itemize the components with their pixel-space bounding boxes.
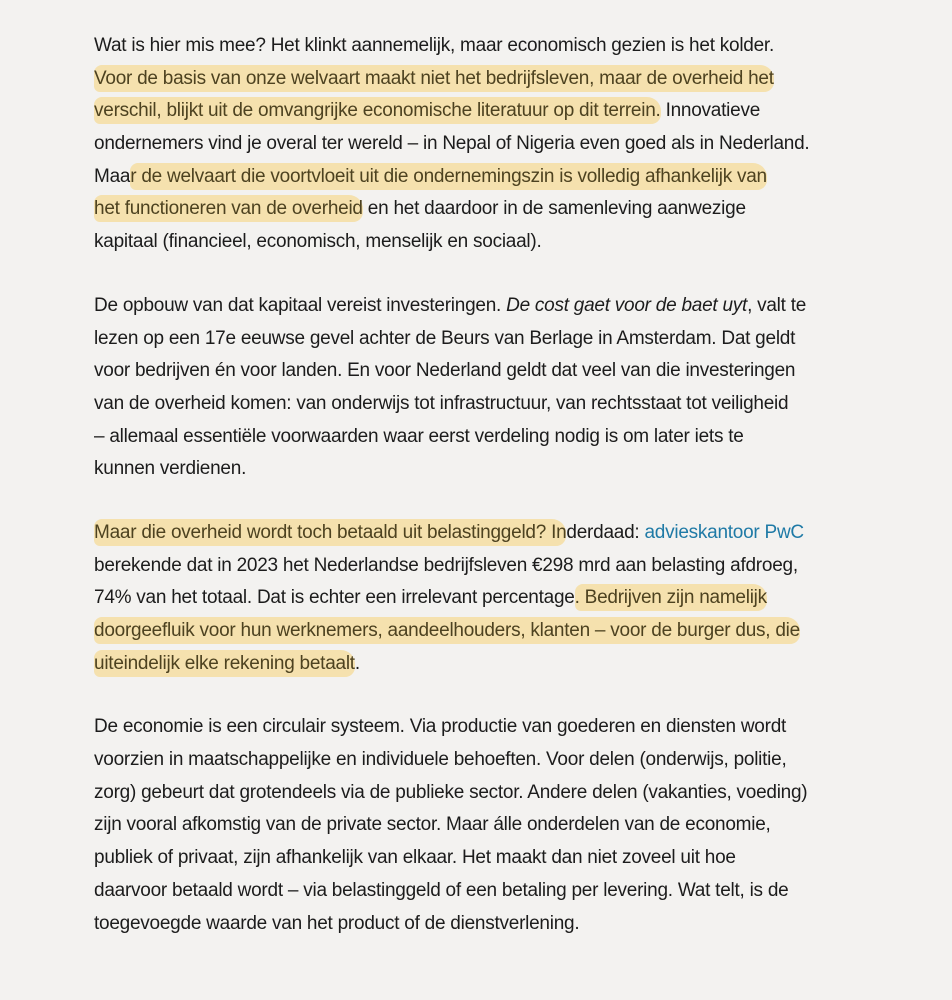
text-line: [94, 711, 894, 744]
text-line: [94, 550, 894, 583]
text-segment: toegevoegde waarde van het product of de dienstverlening.: [94, 912, 580, 934]
text-segment: en het daardoor in de samenleving aanwezige: [362, 198, 746, 220]
text-segment: – allemaal essentiële voorwaarden waar eerst verdeling nodig is om later iets te: [94, 425, 744, 447]
text-line: [94, 908, 894, 941]
text-line: [94, 30, 894, 63]
text-line: [94, 842, 894, 875]
text-segment: derdaad:: [566, 521, 645, 543]
text-segment: Maa: [94, 165, 131, 187]
text-line: [94, 582, 894, 615]
text-line: [94, 193, 894, 226]
article-paragraph: [94, 517, 894, 680]
text-line: [94, 875, 894, 908]
text-line: [94, 388, 894, 421]
text-line: [94, 63, 894, 96]
highlighted-text: Voor de basis van onze welvaart maakt niet het bedrijfsleven, maar de overheid het: [94, 65, 774, 92]
text-line: [94, 128, 894, 161]
text-segment: lezen op een 17e eeuwse gevel achter de Beurs van Berlage in Amsterdam. Dat geldt: [94, 327, 796, 349]
article-paragraph: [94, 711, 894, 940]
text-segment: daarvoor betaald wordt – via belastinggeld of een betaling per levering. Wat telt, is de: [94, 879, 789, 901]
pwc-link[interactable]: advieskantoor PwC: [644, 521, 804, 543]
text-segment: , valt te: [747, 294, 807, 316]
text-line: [94, 323, 894, 356]
text-segment: kapitaal (financieel, economisch, menselijk en sociaal).: [94, 231, 542, 253]
text-segment: zorg) gebeurt dat grotendeels via de publieke sector. Andere delen (vakanties, voeding): [94, 781, 808, 803]
highlighted-text: doorgeefluik voor hun werknemers, aandeelhouders, klanten – voor de burger dus, die: [94, 617, 800, 644]
text-line: [94, 615, 894, 648]
text-line: [94, 95, 894, 128]
text-line: [94, 517, 894, 550]
text-line: [94, 226, 894, 259]
text-segment: Innovatieve: [660, 100, 761, 122]
text-segment: zijn vooral afkomstig van de private sector. Maar álle onderdelen van de economie,: [94, 814, 771, 836]
text-line: [94, 744, 894, 777]
highlighted-text: uiteindelijk elke rekening betaalt: [94, 650, 355, 677]
article-paragraph: [94, 30, 894, 259]
text-segment: kunnen verdienen.: [94, 458, 247, 480]
article-paragraph: [94, 290, 894, 486]
text-segment: ondernemers vind je overal ter wereld – in Nepal of Nigeria even goed als in Nederland.: [94, 133, 810, 155]
text-segment: De economie is een circulair systeem. Via productie van goederen en diensten wordt: [94, 716, 787, 738]
text-segment: publiek of privaat, zijn afhankelijk van elkaar. Het maakt dan niet zoveel uit hoe: [94, 847, 736, 869]
text-segment: De opbouw van dat kapitaal vereist investeringen.: [94, 294, 507, 316]
text-segment: 74% van het totaal. Dat is echter een irrelevant percentage: [94, 587, 575, 609]
text-segment: voor bedrijven én voor landen. En voor Nederland geldt dat veel van die investeringen: [94, 360, 796, 382]
text-line: [94, 453, 894, 486]
highlighted-text: verschil, blijkt uit de omvangrijke economische literatuur op dit terrein.: [94, 97, 661, 124]
highlighted-text: r de welvaart die voortvloeit uit die ondernemingszin is volledig afhankelijk van: [130, 163, 767, 190]
italic-quote: De cost gaet voor de baet uyt: [506, 294, 748, 316]
highlighted-text: . Bedrijven zijn namelijk: [575, 584, 767, 611]
text-segment: van de overheid komen: van onderwijs tot infrastructuur, van rechtsstaat tot veiligheid: [94, 392, 789, 414]
text-segment: .: [354, 652, 360, 674]
article-body: [94, 30, 894, 971]
text-segment: voorzien in maatschappelijke en individuele behoeften. Voor delen (onderwijs, politie,: [94, 749, 787, 771]
highlighted-text: het functioneren van de overheid: [94, 195, 363, 222]
text-line: [94, 421, 894, 454]
text-line: [94, 777, 894, 810]
text-line: [94, 648, 894, 681]
text-segment: berekende dat in 2023 het Nederlandse bedrijfsleven €298 mrd aan belasting afdroeg,: [94, 554, 798, 576]
highlighted-text: Maar die overheid wordt toch betaald uit belastinggeld? In: [94, 519, 566, 546]
text-line: [94, 355, 894, 388]
text-segment: Wat is hier mis mee? Het klinkt aannemelijk, maar economisch gezien is het kolder.: [94, 35, 774, 56]
text-line: [94, 809, 894, 842]
text-line: [94, 290, 894, 323]
text-line: [94, 161, 894, 194]
